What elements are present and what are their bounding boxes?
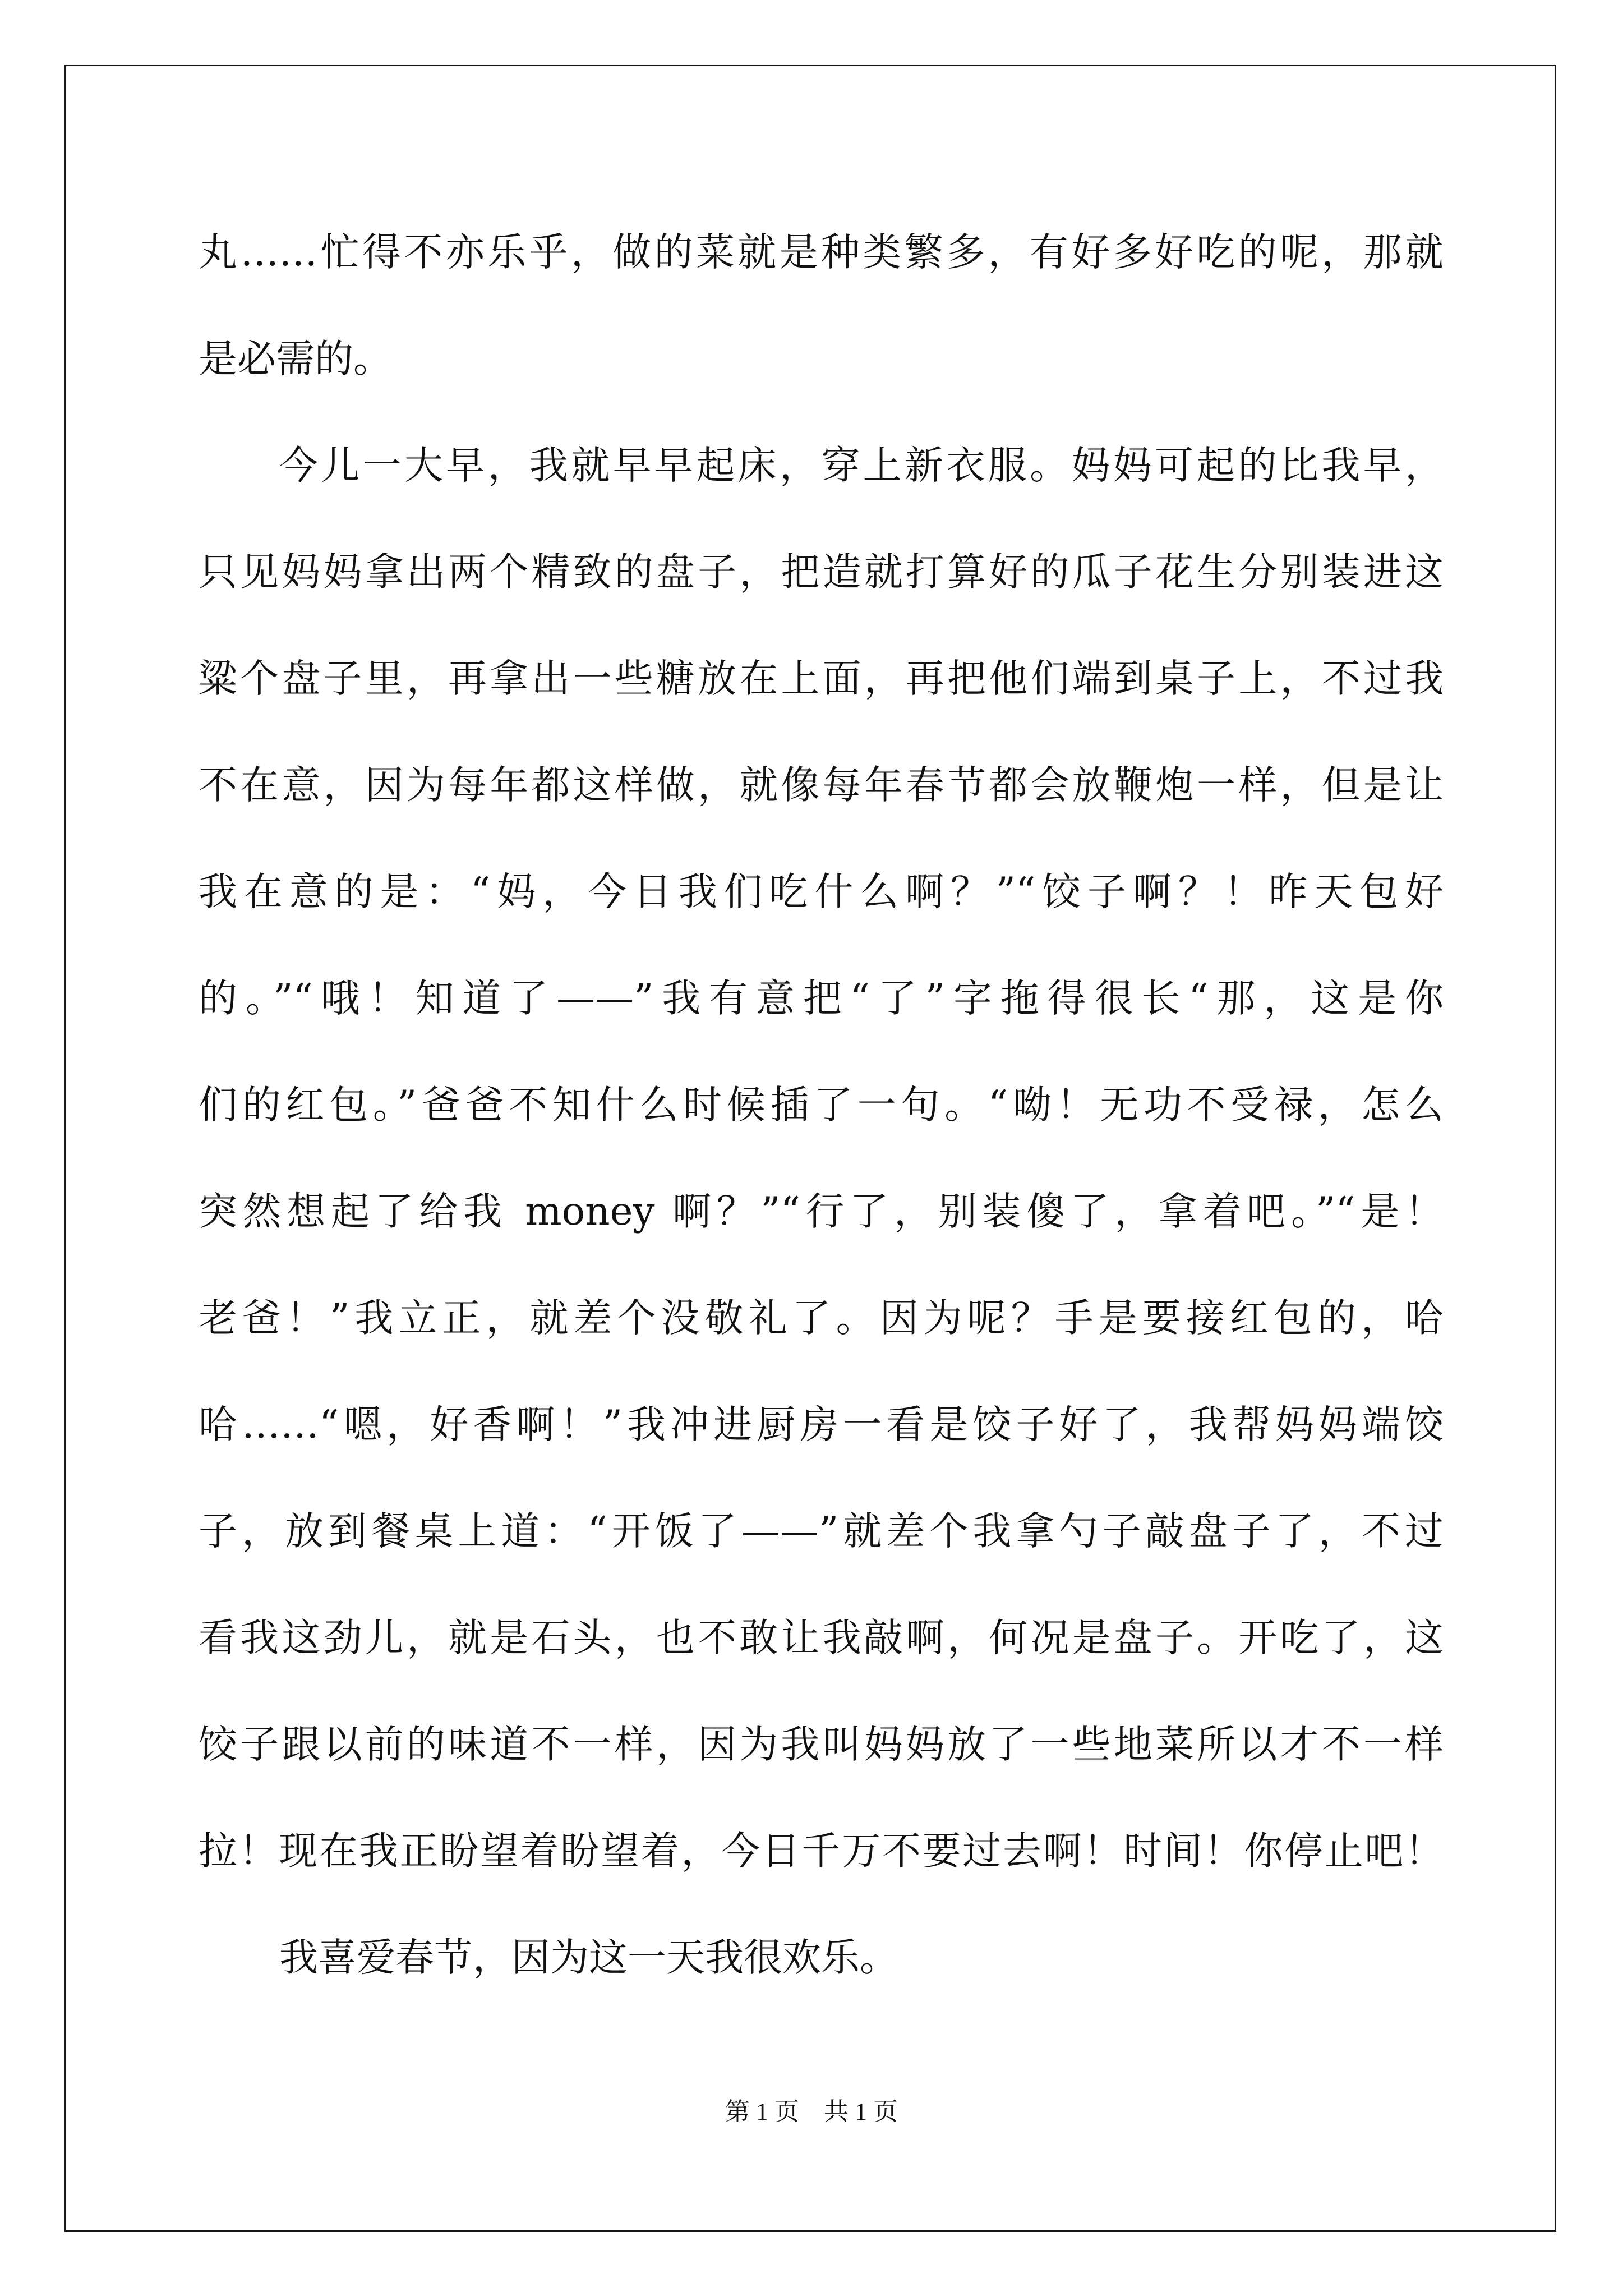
text-line: 们的红包。”爸爸不知什么时候插了一句。“呦！无功不受禄，怎么 bbox=[199, 1083, 1444, 1128]
text-line: 不在意，因为每年都这样做，就像每年春节都会放鞭炮一样，但是让 bbox=[199, 763, 1444, 808]
text-line: 看我这劲儿，就是石头，也不敢让我敲啊，何况是盘子。开吃了，这 bbox=[199, 1616, 1444, 1660]
page-number-footer: 第 1 页 共 1 页 bbox=[725, 2098, 898, 2125]
text-line: 子，放到餐桌上道：“开饭了——”就差个我拿勺子敲盘子了，不过 bbox=[199, 1509, 1444, 1554]
text-line: 的。”“哦！知道了——”我有意把“了”字拖得很长“那，这是你 bbox=[199, 976, 1444, 1021]
paragraph-start-line: 我喜爱春节，因为这一天我很欢乐。 bbox=[279, 1935, 898, 1980]
text-line: 只见妈妈拿出两个精致的盘子，把造就打算好的瓜子花生分别装进这 bbox=[199, 550, 1444, 595]
text-line: 饺子跟以前的味道不一样，因为我叫妈妈放了一些地菜所以才不一样 bbox=[199, 1722, 1444, 1767]
text-line: 我在意的是：“妈，今日我们吃什么啊？”“饺子啊？！昨天包好 bbox=[199, 869, 1444, 914]
text-line: 拉！现在我正盼望着盼望着，今日千万不要过去啊！时间！你停止吧！ bbox=[199, 1829, 1444, 1874]
text-line: 丸……忙得不亦乐乎，做的菜就是种类繁多，有好多好吃的呢，那就 bbox=[199, 230, 1444, 275]
text-line: 突然想起了给我 money 啊？”“行了，别装傻了，拿着吧。”“是！ bbox=[199, 1189, 1444, 1234]
paragraph-start-line: 今儿一大早，我就早早起床，穿上新衣服。妈妈可起的比我早， bbox=[279, 443, 1444, 488]
text-line: 哈……“嗯，好香啊！”我冲进厨房一看是饺子好了，我帮妈妈端饺 bbox=[199, 1402, 1444, 1447]
text-line: 粱个盘子里，再拿出一些糖放在上面，再把他们端到桌子上，不过我 bbox=[199, 656, 1444, 701]
text-line: 老爸！”我立正，就差个没敬礼了。因为呢？手是要接红包的，哈 bbox=[199, 1296, 1444, 1341]
text-line: 是必需的。 bbox=[199, 337, 392, 381]
